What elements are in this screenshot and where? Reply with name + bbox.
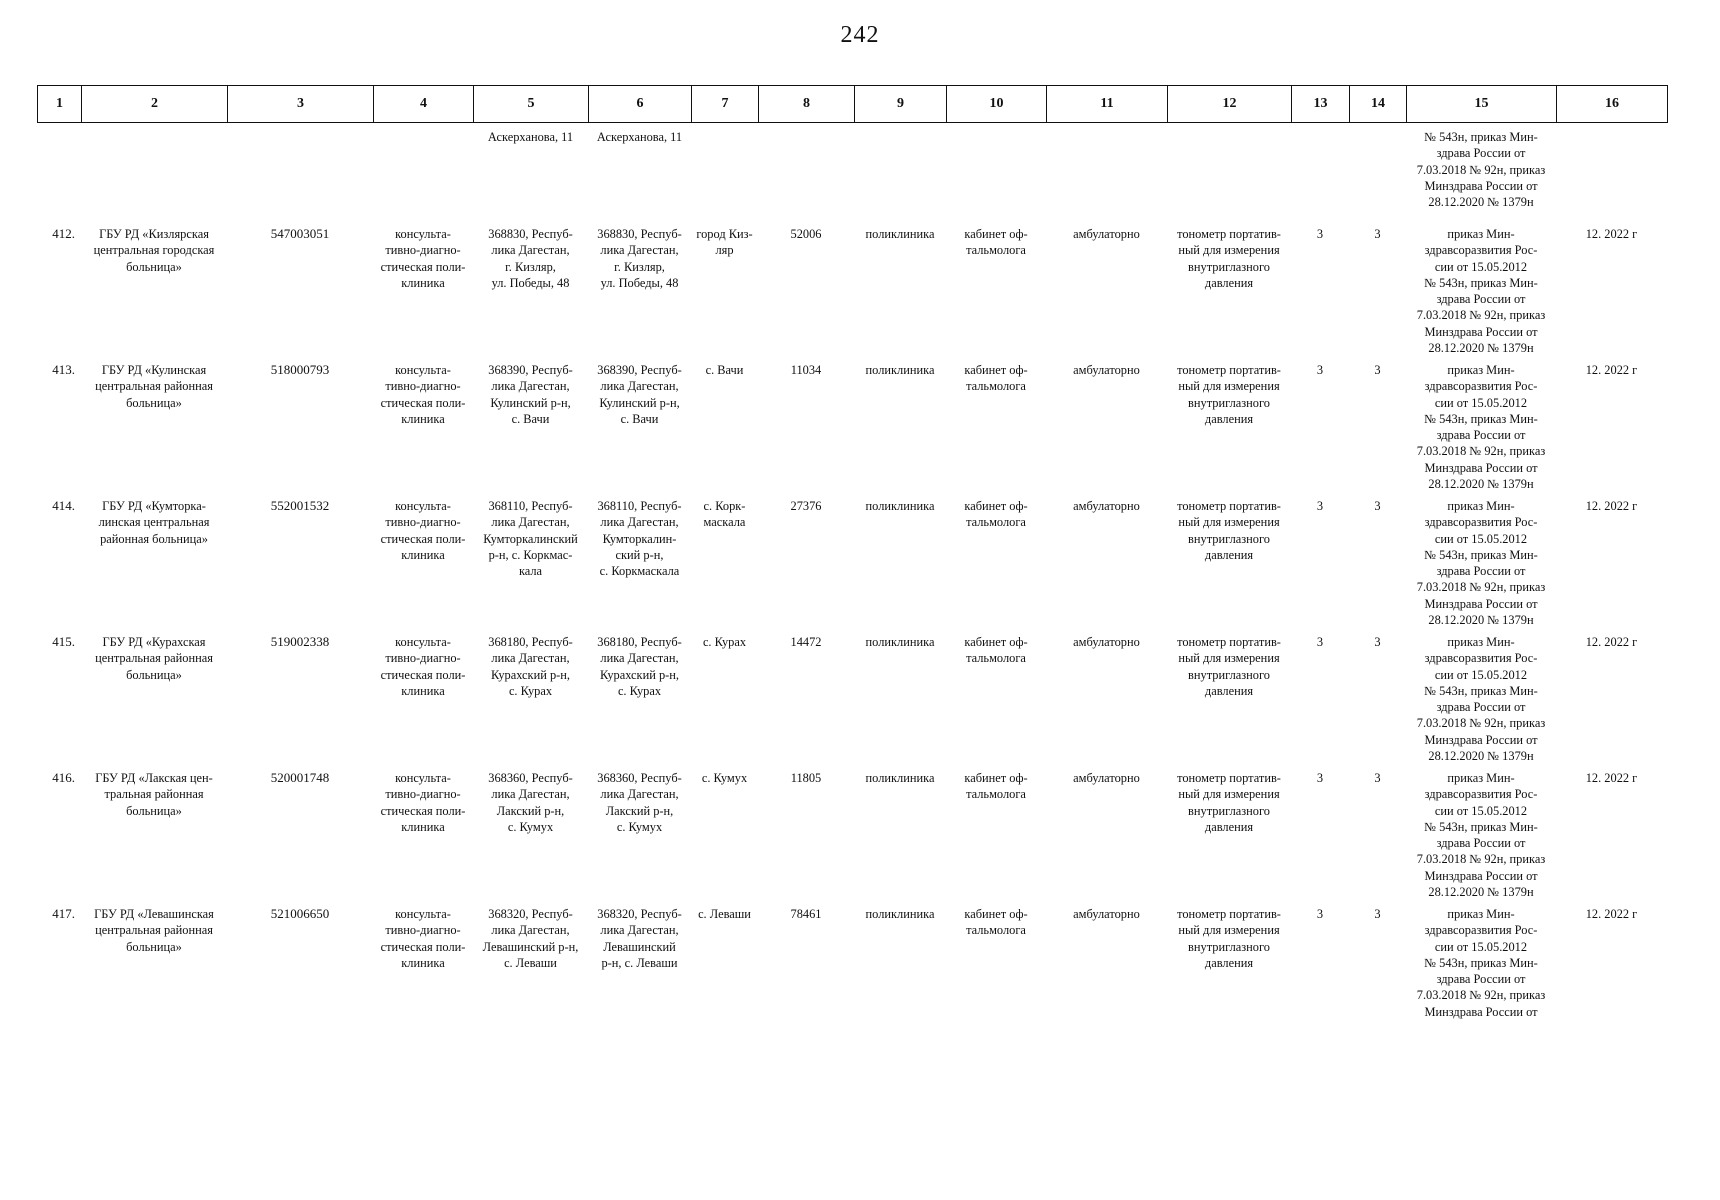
room-cell: кабинет оф- тальмолога xyxy=(964,771,1028,802)
table-row xyxy=(24,768,1667,904)
legal-basis-cell: № 543н, приказ Мин- здрава России от 7.03.2018 № 92н, приказ Минздрава России от 28.12.2020 № 1379н xyxy=(1416,130,1546,210)
quantity-col13-cell: 3 xyxy=(1316,771,1324,785)
header-col-1: 1 xyxy=(38,86,82,123)
header-col-14: 14 xyxy=(1350,86,1407,123)
unit-cell: поликлиника xyxy=(865,635,935,649)
deadline-date-cell: 12. 2022 г xyxy=(1585,499,1638,513)
quantity-col13-cell: 3 xyxy=(1316,363,1324,377)
table-row xyxy=(24,496,1667,632)
table-row xyxy=(24,632,1667,768)
room-cell: кабинет оф- тальмолога xyxy=(964,907,1028,938)
column-number-header xyxy=(37,85,1668,123)
legal-address-cell: 368390, Респуб- лика Дагестан, Кулинский р-н, с. Вачи xyxy=(488,363,573,426)
actual-address-cell: 368320, Респуб- лика Дагестан, Левашинский р-н, с. Леваши xyxy=(597,907,682,970)
population-cell: 27376 xyxy=(790,499,822,513)
organization-code-cell: 520001748 xyxy=(270,770,330,785)
unit-cell: поликлиника xyxy=(865,771,935,785)
care-mode-cell: амбулаторно xyxy=(1073,227,1140,241)
header-col-8: 8 xyxy=(759,86,855,123)
locality-cell: с. Кумух xyxy=(701,771,748,785)
unit-cell: поликлиника xyxy=(865,499,935,513)
legal-address-cell: Аскерханова, 11 xyxy=(487,130,574,144)
organization-name-cell: ГБУ РД «Лакская цен- тральная районная больница» xyxy=(95,771,213,818)
equipment-cell: тонометр портатив- ный для измерения внутриглазного давления xyxy=(1177,771,1281,834)
header-col-6: 6 xyxy=(589,86,692,123)
population-cell: 14472 xyxy=(790,635,822,649)
actual-address-cell: 368390, Респуб- лика Дагестан, Кулинский р-н, с. Вачи xyxy=(597,363,682,426)
population-cell: 11034 xyxy=(790,363,822,377)
equipment-cell: тонометр портатив- ный для измерения внутриглазного давления xyxy=(1177,363,1281,426)
header-col-3: 3 xyxy=(228,86,374,123)
continuation-row xyxy=(24,127,1667,224)
quantity-col14-cell: 3 xyxy=(1374,771,1381,785)
deadline-date-cell: 12. 2022 г xyxy=(1585,635,1638,649)
quantity-col14-cell: 3 xyxy=(1374,363,1381,377)
header-col-15: 15 xyxy=(1407,86,1557,123)
quantity-col14-cell: 3 xyxy=(1374,907,1381,921)
actual-address-cell: Аскерханова, 11 xyxy=(596,130,683,144)
legal-basis-cell: приказ Мин- здравсоразвития Рос- сии от 15.05.2012 № 543н, приказ Мин- здрава России от 7.03.2018 № 92н, приказ Минздрава России от 28.12.2020 № 1379н xyxy=(1416,499,1546,628)
facility-type-cell: консульта- тивно-диагно- стическая поли- клиника xyxy=(380,907,466,970)
header-col-7: 7 xyxy=(692,86,759,123)
organization-code-cell: 552001532 xyxy=(270,498,330,513)
quantity-col14-cell: 3 xyxy=(1374,227,1381,241)
actual-address-cell: 368180, Респуб- лика Дагестан, Курахский р-н, с. Курах xyxy=(597,635,682,698)
care-mode-cell: амбулаторно xyxy=(1073,771,1140,785)
organization-name-cell: ГБУ РД «Кумторка- линская центральная районная больница» xyxy=(98,499,210,546)
care-mode-cell: амбулаторно xyxy=(1073,635,1140,649)
equipment-cell: тонометр портатив- ный для измерения внутриглазного давления xyxy=(1177,499,1281,562)
room-cell: кабинет оф- тальмолога xyxy=(964,499,1028,530)
locality-cell: город Киз- ляр xyxy=(696,227,753,258)
equipment-cell: тонометр портатив- ный для измерения внутриглазного давления xyxy=(1177,907,1281,970)
quantity-col13-cell: 3 xyxy=(1316,907,1324,921)
equipment-cell: тонометр портатив- ный для измерения внутриглазного давления xyxy=(1177,227,1281,290)
organization-code-cell: 521006650 xyxy=(270,906,330,921)
header-col-5: 5 xyxy=(474,86,589,123)
header-col-16: 16 xyxy=(1557,86,1668,123)
equipment-cell: тонометр портатив- ный для измерения внутриглазного давления xyxy=(1177,635,1281,698)
quantity-col14-cell: 3 xyxy=(1374,499,1381,513)
care-mode-cell: амбулаторно xyxy=(1073,499,1140,513)
facility-type-cell: консульта- тивно-диагно- стическая поли- клиника xyxy=(380,363,466,426)
header-col-10: 10 xyxy=(947,86,1047,123)
header-col-4: 4 xyxy=(374,86,474,123)
population-cell: 52006 xyxy=(790,227,822,241)
organization-name-cell: ГБУ РД «Курахская центральная районная больница» xyxy=(95,635,213,682)
legal-address-cell: 368360, Респуб- лика Дагестан, Лакский р-н, с. Кумух xyxy=(488,771,573,834)
organization-code-cell: 547003051 xyxy=(270,226,330,241)
header-col-13: 13 xyxy=(1292,86,1350,123)
care-mode-cell: амбулаторно xyxy=(1073,907,1140,921)
row-number-cell: 417. xyxy=(52,906,75,921)
facility-type-cell: консульта- тивно-диагно- стическая поли- клиника xyxy=(380,227,466,290)
header-col-11: 11 xyxy=(1047,86,1168,123)
organization-code-cell: 518000793 xyxy=(270,362,330,377)
unit-cell: поликлиника xyxy=(865,907,935,921)
legal-basis-cell: приказ Мин- здравсоразвития Рос- сии от 15.05.2012 № 543н, приказ Мин- здрава России от 7.03.2018 № 92н, приказ Минздрава России от xyxy=(1416,907,1546,1019)
facility-type-cell: консульта- тивно-диагно- стическая поли- клиника xyxy=(380,635,466,698)
row-number-cell: 412. xyxy=(52,226,75,241)
care-mode-cell: амбулаторно xyxy=(1073,363,1140,377)
quantity-col14-cell: 3 xyxy=(1374,635,1381,649)
unit-cell: поликлиника xyxy=(865,227,935,241)
quantity-col13-cell: 3 xyxy=(1316,499,1324,513)
actual-address-cell: 368830, Респуб- лика Дагестан, г. Кизляр, ул. Победы, 48 xyxy=(597,227,682,290)
table-row xyxy=(24,360,1667,496)
unit-cell: поликлиника xyxy=(865,363,935,377)
row-number-cell: 415. xyxy=(52,634,75,649)
actual-address-cell: 368110, Респуб- лика Дагестан, Кумторкалин- ский р-н, с. Коркмаскала xyxy=(597,499,682,579)
legal-address-cell: 368110, Респуб- лика Дагестан, Кумторкалинский р-н, с. Коркмас- кала xyxy=(483,499,578,579)
legal-basis-cell: приказ Мин- здравсоразвития Рос- сии от 15.05.2012 № 543н, приказ Мин- здрава России от 7.03.2018 № 92н, приказ Минздрава России от 28.12.2020 № 1379н xyxy=(1416,635,1546,764)
page-number: 242 xyxy=(840,22,880,48)
room-cell: кабинет оф- тальмолога xyxy=(964,363,1028,394)
table-row xyxy=(24,904,1667,1058)
deadline-date-cell: 12. 2022 г xyxy=(1585,771,1638,785)
organization-code-cell: 519002338 xyxy=(270,634,330,649)
organization-name-cell: ГБУ РД «Кизлярская центральная городская больница» xyxy=(93,227,215,274)
locality-cell: с. Вачи xyxy=(705,363,744,377)
legal-address-cell: 368830, Респуб- лика Дагестан, г. Кизляр, ул. Победы, 48 xyxy=(488,227,573,290)
deadline-date-cell: 12. 2022 г xyxy=(1585,227,1638,241)
row-number-cell: 414. xyxy=(52,498,75,513)
population-cell: 78461 xyxy=(790,907,822,921)
registry-table xyxy=(24,127,1667,1058)
locality-cell: с. Леваши xyxy=(698,907,751,921)
row-number-cell: 416. xyxy=(52,770,75,785)
actual-address-cell: 368360, Респуб- лика Дагестан, Лакский р-н, с. Кумух xyxy=(597,771,682,834)
deadline-date-cell: 12. 2022 г xyxy=(1585,363,1638,377)
deadline-date-cell: 12. 2022 г xyxy=(1585,907,1638,921)
locality-cell: с. Курах xyxy=(702,635,747,649)
population-cell: 11805 xyxy=(790,771,822,785)
row-number-cell: 413. xyxy=(52,362,75,377)
quantity-col13-cell: 3 xyxy=(1316,635,1324,649)
locality-cell: с. Корк- маскала xyxy=(703,499,746,530)
legal-address-cell: 368320, Респуб- лика Дагестан, Левашинский р-н, с. Леваши xyxy=(482,907,579,970)
legal-basis-cell: приказ Мин- здравсоразвития Рос- сии от 15.05.2012 № 543н, приказ Мин- здрава России от 7.03.2018 № 92н, приказ Минздрава России от 28.12.2020 № 1379н xyxy=(1416,227,1546,356)
header-col-9: 9 xyxy=(855,86,947,123)
room-cell: кабинет оф- тальмолога xyxy=(964,227,1028,258)
table-row xyxy=(24,224,1667,360)
organization-name-cell: ГБУ РД «Кулинская центральная районная больница» xyxy=(95,363,213,410)
room-cell: кабинет оф- тальмолога xyxy=(964,635,1028,666)
quantity-col13-cell: 3 xyxy=(1316,227,1324,241)
legal-address-cell: 368180, Респуб- лика Дагестан, Курахский р-н, с. Курах xyxy=(488,635,573,698)
legal-basis-cell: приказ Мин- здравсоразвития Рос- сии от 15.05.2012 № 543н, приказ Мин- здрава России от 7.03.2018 № 92н, приказ Минздрава России от 28.12.2020 № 1379н xyxy=(1416,363,1546,492)
facility-type-cell: консульта- тивно-диагно- стическая поли- клиника xyxy=(380,499,466,562)
facility-type-cell: консульта- тивно-диагно- стическая поли- клиника xyxy=(380,771,466,834)
header-col-2: 2 xyxy=(82,86,228,123)
organization-name-cell: ГБУ РД «Левашинская центральная районная больница» xyxy=(94,907,214,954)
legal-basis-cell: приказ Мин- здравсоразвития Рос- сии от 15.05.2012 № 543н, приказ Мин- здрава России от 7.03.2018 № 92н, приказ Минздрава России от 28.12.2020 № 1379н xyxy=(1416,771,1546,900)
header-col-12: 12 xyxy=(1168,86,1292,123)
